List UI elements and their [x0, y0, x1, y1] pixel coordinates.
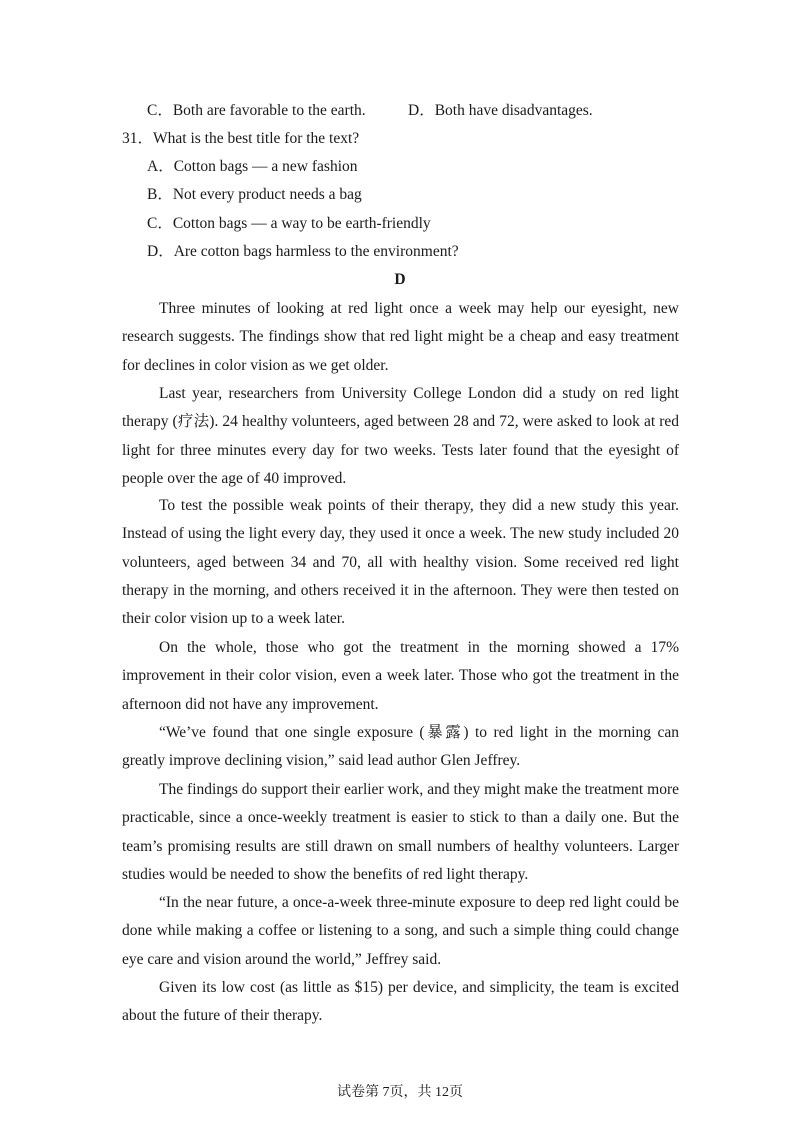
q31-option-c: C．Cotton bags — a way to be earth-friendly — [147, 215, 431, 232]
passage-paragraph-3: To test the possible weak points of their therapy, they did a new study this year. Instead of using the light every day, they used it once a week. The new study included 20 volunteers, aged between 34 and 70, all with healthy vision. Some received red light therapy in the morning, and others received it in the afternoon. They were then tested on their color vision up to a week later. — [122, 497, 679, 628]
q31-option-d: D．Are cotton bags harmless to the environment? — [147, 243, 459, 260]
page-footer: 试卷第 7页，共 12页 — [337, 1085, 463, 1100]
passage-paragraph-8: Given its low cost (as little as $15) per device, and simplicity, the team is excited about the future of their therapy. — [122, 979, 679, 1025]
q30-option-c: C．Both are favorable to the earth. — [147, 102, 366, 119]
passage-paragraph-2: Last year, researchers from University College London did a study on red light therapy (疗法). 24 healthy volunteers, aged between 28 and 72, were asked to look at red light for three minutes every day for two weeks. Tests later found that the eyesight of people over the age of 40 improved. — [122, 385, 679, 487]
passage-paragraph-1: Three minutes of looking at red light once a week may help our eyesight, new research suggests. The findings show that red light might be a cheap and easy treatment for declines in color vision as we get older. — [122, 300, 679, 374]
section-heading: D — [394, 271, 406, 288]
q31-option-a: A．Cotton bags — a new fashion — [147, 158, 358, 175]
q31-option-b: B．Not every product needs a bag — [147, 186, 362, 203]
passage-paragraph-6: The findings do support their earlier work, and they might make the treatment more practicable, since a once-weekly treatment is easier to stick to than a daily one. But the team’s promising results are still drawn on small numbers of healthy volunteers. Larger studies would be needed to show the benefits of red light therapy. — [122, 781, 679, 883]
q31-stem: 31．What is the best title for the text? — [122, 130, 360, 147]
passage-paragraph-4: On the whole, those who got the treatment in the morning showed a 17% improvement in their color vision, even a week later. Those who got the treatment in the afternoon did not have any improvement. — [122, 639, 679, 713]
q30-option-d: D．Both have disadvantages. — [408, 102, 593, 119]
passage-paragraph-5: “We’ve found that one single exposure (暴露) to red light in the morning can greatly improve declining vision,” said lead author Glen Jeffrey. — [122, 724, 679, 770]
passage-paragraph-7: “In the near future, a once-a-week three-minute exposure to deep red light could be done while making a coffee or listening to a song, and such a simple thing could change eye care and vision around the world,” Jeffrey said. — [122, 894, 679, 968]
